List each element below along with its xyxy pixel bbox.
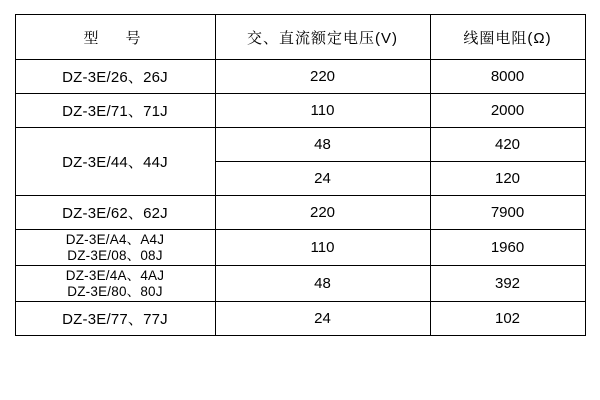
cell-model-line-1: DZ-3E/4A、4AJ [65, 267, 165, 283]
cell-resistance: 2000 [430, 94, 585, 128]
column-header-model: 型 号 [15, 15, 215, 60]
cell-resistance: 1960 [430, 230, 585, 266]
cell-resistance: 392 [430, 266, 585, 302]
cell-model: DZ-3E/62、62J [15, 196, 215, 230]
specification-table [15, 14, 586, 336]
cell-voltage: 48 [215, 128, 430, 162]
cell-model: DZ-3E/77、77J [15, 302, 215, 336]
cell-resistance: 102 [430, 302, 585, 336]
cell-model-line-2: DZ-3E/08、08J [67, 247, 163, 263]
table-row [15, 196, 585, 230]
cell-resistance: 7900 [430, 196, 585, 230]
table-row [15, 230, 585, 266]
table-row [15, 60, 585, 94]
table-body [15, 60, 585, 336]
table-row [15, 266, 585, 302]
cell-model-line-1: DZ-3E/A4、A4J [65, 231, 165, 247]
cell-resistance: 420 [430, 128, 585, 162]
table-row [15, 94, 585, 128]
cell-voltage: 110 [215, 230, 430, 266]
column-header-resistance: 线圈电阻(Ω) [430, 15, 585, 60]
cell-voltage: 24 [215, 162, 430, 196]
table-row [15, 302, 585, 336]
cell-voltage: 48 [215, 266, 430, 302]
cell-model: DZ-3E/26、26J [15, 60, 215, 94]
table-row [15, 128, 585, 162]
cell-model [15, 230, 215, 266]
cell-voltage: 110 [215, 94, 430, 128]
cell-resistance: 120 [430, 162, 585, 196]
cell-model-line-2: DZ-3E/80、80J [67, 283, 163, 299]
cell-voltage: 220 [215, 196, 430, 230]
cell-voltage: 220 [215, 60, 430, 94]
column-header-voltage: 交、直流额定电压(V) [215, 15, 430, 60]
table-header [15, 15, 585, 60]
cell-resistance: 8000 [430, 60, 585, 94]
cell-model: DZ-3E/44、44J [15, 128, 215, 196]
table-header-row [15, 15, 585, 60]
cell-model: DZ-3E/71、71J [15, 94, 215, 128]
cell-model [15, 266, 215, 302]
cell-voltage: 24 [215, 302, 430, 336]
